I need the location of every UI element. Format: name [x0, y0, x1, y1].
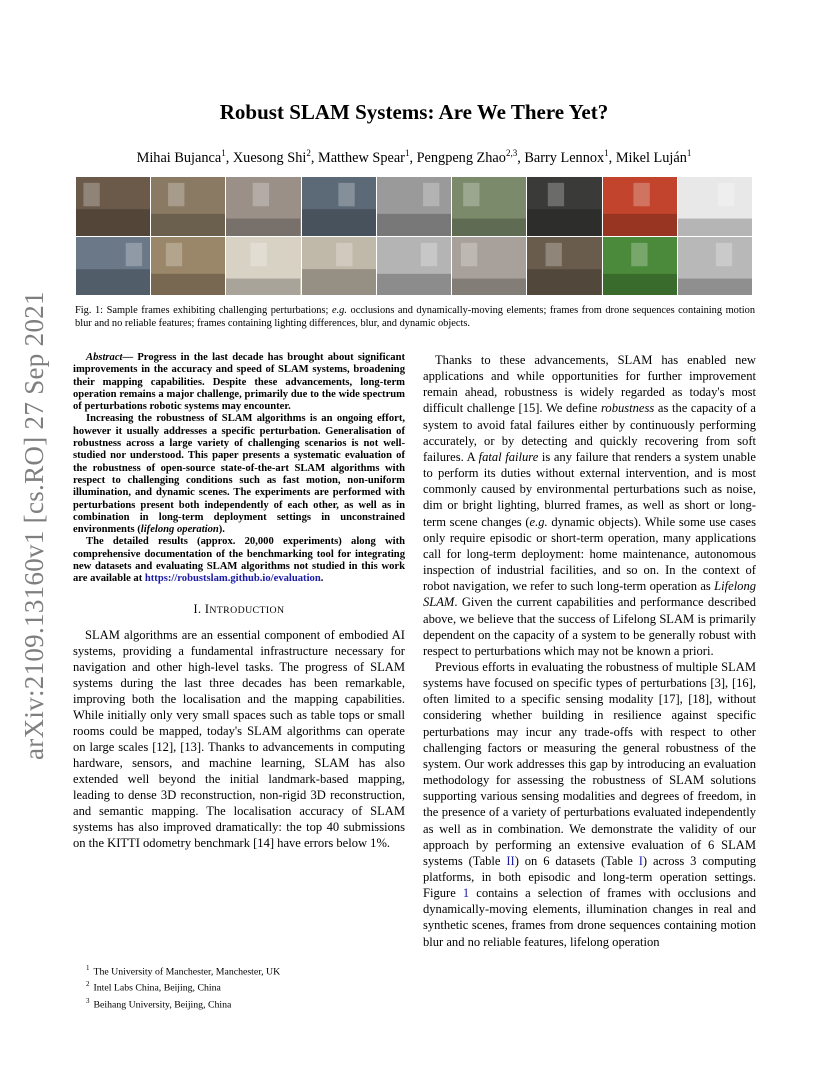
- r1-fatal-failure: fatal failure: [478, 449, 539, 464]
- arxiv-id: arXiv:2109.13160v1 [cs.RO] 27 Sep 2021: [19, 291, 49, 760]
- abstract-paragraph-2: [73, 413, 405, 536]
- sample-frame-image: [452, 237, 526, 296]
- caption-eg: e.g.: [331, 305, 347, 316]
- section-heading-introduction: [73, 602, 405, 617]
- r1-eg: e.g.: [529, 514, 548, 529]
- footnote-text: The University of Manchester, Manchester, UK: [93, 966, 281, 978]
- sample-frame-image: [226, 237, 300, 296]
- table-i-ref[interactable]: I: [638, 853, 643, 868]
- footnote-item: [86, 995, 396, 1011]
- sample-frame-image: [302, 177, 376, 236]
- figure-1-caption: [75, 304, 755, 331]
- sample-frame-image: [377, 237, 451, 296]
- sample-frame-image: [678, 237, 752, 296]
- footnote-number: 3: [86, 996, 90, 1005]
- r1b: as the capacity of a system to avoid fatal failures either by continuously performing accurately, or by detecting and quickly recovering from soft failures. A: [423, 401, 757, 464]
- sample-frame-image: [603, 237, 677, 296]
- author-name: Pengpeng Zhao: [416, 149, 506, 166]
- footnote-text: Intel Labs China, Beijing, China: [93, 982, 221, 994]
- author-affiliation-mark: 1: [604, 148, 609, 158]
- abstract-text-2a: Increasing the robustness of SLAM algorithms is an ongoing effort, however it usually addresses a specific perturbation. Generalisation of robustness across a large variety of challenging scenarios is not well-studied nor understood. This paper presents a systematic evaluation of the robustness of open-source state-of-the-art SLAM algorithms with respect to challenging conditions such as fast motion, non-uniform illumination, and dynamic scenes. The experiments are performed with perturbations present both independently of each other, as well as in combination in long-term deployment settings in unconstrained environments (: [73, 413, 405, 536]
- intro-paragraph: SLAM algorithms are an essential component of embodied AI systems, providing a fundamental infrastructure necessary for navigation and other high-level tasks. The progress of SLAM systems during the last three decades has been remarkable, improving both the localisation and the mapping capabilities. While initially only very small spaces such as table tops or small rooms could be mapped, today's SLAM algorithms can operate on large scales [12], [13]. Thanks to advancements in computing hardware, sensors, and machine learning, SLAM has also extended well beyond the initial landmark-based mapping, leading to dense 3D reconstruction, non-rigid 3D reconstruction, and semantic mapping. The localisation accuracy of SLAM systems has also improved dramatically: the top 40 submissions on the KITTI odometry benchmark [14] have errors below 1%.: [73, 627, 405, 851]
- table-ii-ref[interactable]: II: [506, 853, 515, 868]
- r1d: dynamic objects). While some use cases only require episodic or short-term operation, many applications call for long-term deployment: home maintenance, autonomous inspection of industrial facilities, and so on. In the context of robot navigation, we refer to such long-term operation as: [423, 514, 756, 594]
- abstract-paragraph-1: [73, 352, 405, 413]
- author-affiliation-mark: 1: [686, 148, 692, 158]
- r2c: ) across 3 computing platforms, in both episodic and long-term operation settings. Figure: [423, 853, 757, 901]
- sample-frame-image: [527, 237, 601, 296]
- r1a: Thanks to these advancements, SLAM has enabled new applications and while opportunities for further improvement remain ahead, robustness is widely regarded as today's most difficult challenge [15]. We define: [423, 353, 756, 416]
- sample-frame-image: [603, 177, 677, 236]
- sample-frame-image: [452, 177, 526, 236]
- introduction-body: [73, 627, 405, 852]
- caption-text-pre: Fig. 1: Sample frames exhibiting challenging perturbations;: [75, 305, 332, 316]
- footnote-text: Beihang University, Beijing, China: [93, 999, 232, 1011]
- author-name: Mikel Luján: [615, 149, 687, 166]
- r2b: ) on 6 datasets (Table: [514, 853, 639, 868]
- footnote-number: 2: [86, 980, 90, 989]
- sample-frame-image: [151, 177, 225, 236]
- abstract-text-3: The detailed results (approx. 20,000 experiments) along with comprehensive documentation of the benchmarking tool for integrating new datasets and evaluating SLAM algorithms not studied in this work are available at: [73, 536, 405, 585]
- r2d: contains a selection of frames with occlusions and dynamically-moving elements, illumination changes in real and synthetic scenes, frames from drone sequences containing motion blur and no reliable features, lifelong operation: [423, 886, 756, 949]
- arxiv-watermark: [20, 280, 56, 760]
- right-column: [423, 352, 756, 950]
- right-paragraph-2: [423, 659, 756, 950]
- affiliation-footnotes: [86, 962, 396, 1011]
- author-list: Mihai Bujanca$^1$, Xuesong Shi$^2$, Matthew Spear$^1$, Pengpeng Zhao$^{2,3}$, Barry Lennox$^1$, Mikel Luján$^1$: [136, 148, 692, 166]
- author-name: Xuesong Shi: [232, 149, 307, 166]
- section-number: I.: [193, 601, 205, 616]
- sample-frame-image: [527, 177, 601, 236]
- evaluation-link[interactable]: https://robustslam.github.io/evaluation: [144, 573, 321, 585]
- abstract-lifelong: lifelong operation: [140, 524, 219, 536]
- sample-frame-image: [76, 237, 150, 296]
- footnote-number: 1: [86, 964, 90, 972]
- sample-frame-image: [76, 177, 150, 236]
- author-affiliation-mark: 1: [221, 148, 226, 158]
- left-column: [73, 352, 405, 851]
- paper-title: Robust SLAM Systems: Are We There Yet?: [219, 100, 609, 124]
- section-title: INTRODUCTION: [204, 601, 285, 616]
- r1-lifelong-slam: Lifelong SLAM: [423, 579, 756, 610]
- abstract-label: Abstract: [86, 352, 123, 363]
- abstract-paragraph-3: [73, 536, 405, 585]
- right-paragraph-1: [423, 352, 756, 659]
- abstract-text-1: — Progress in the last decade has brought about significant improvements in the accuracy and speed of SLAM systems, broadening their mapping capabilities. Despite these advancements, long-term operation remains a major challenge, primarily due to the wide spectrum of perturbations robotic systems may encounter.: [73, 352, 405, 413]
- abstract-text-2b: ).: [218, 524, 225, 536]
- caption-text-post: occlusions and dynamically-moving elements; frames from drone sequences containing motion blur and no reliable features; frames containing lighting differences, blur, and dynamic objects.: [75, 305, 756, 330]
- sample-frame-image: [377, 177, 451, 236]
- r1c: is any failure that renders a system unable to perform its duties without external intervention, and is most commonly caused by environmental perturbations such as noise, dim or bright lighting, blurred frames, as well as short or long-term scene changes (: [423, 449, 756, 529]
- figure-1-ref[interactable]: 1: [462, 886, 470, 901]
- r1e: . Given the current capabilities and performance described above, we believe that the success of Lifelong SLAM is primarily dependent on the capacity of a system to be generally robust with respect to perturbations which may not be known a priori.: [423, 595, 756, 658]
- sample-frame-image: [226, 177, 300, 236]
- author-name: Mihai Bujanca: [136, 149, 222, 166]
- figure-1-image-grid: [76, 177, 752, 295]
- footnote-item: [86, 978, 396, 994]
- sample-frame-image: [678, 177, 752, 236]
- abstract-text-3-end: .: [320, 573, 324, 585]
- author-affiliation-mark: 2,3: [505, 148, 518, 158]
- sample-frame-image: [302, 237, 376, 296]
- author-affiliation-mark: 2: [306, 148, 311, 158]
- author-affiliation-mark: 1: [404, 148, 410, 158]
- footnote-item: [86, 962, 396, 978]
- author-name: Matthew Spear: [317, 149, 405, 166]
- author-name: Barry Lennox: [524, 149, 605, 166]
- r2a: Previous efforts in evaluating the robustness of multiple SLAM systems have focused on specific types of perturbations [3], [16], often limited to a specific sensing modality [17], [18], without considering whether building in resilience against specific perturbations may incur any trade-offs with respect to other challenging factors or measuring the general robustness of the system. Our work addresses this gap by introducing an evaluation methodology for assessing the robustness of SLAM solutions supporting various sensing modalities and degrees of freedom, in the presence of a variety of perturbations evaluated independently as well as in combination. We demonstrate the validity of our approach by performing an extensive evaluation of 6 SLAM systems (Table: [423, 659, 756, 868]
- r1-robustness: robustness: [601, 401, 655, 416]
- sample-frame-image: [151, 237, 225, 296]
- abstract: [73, 352, 405, 586]
